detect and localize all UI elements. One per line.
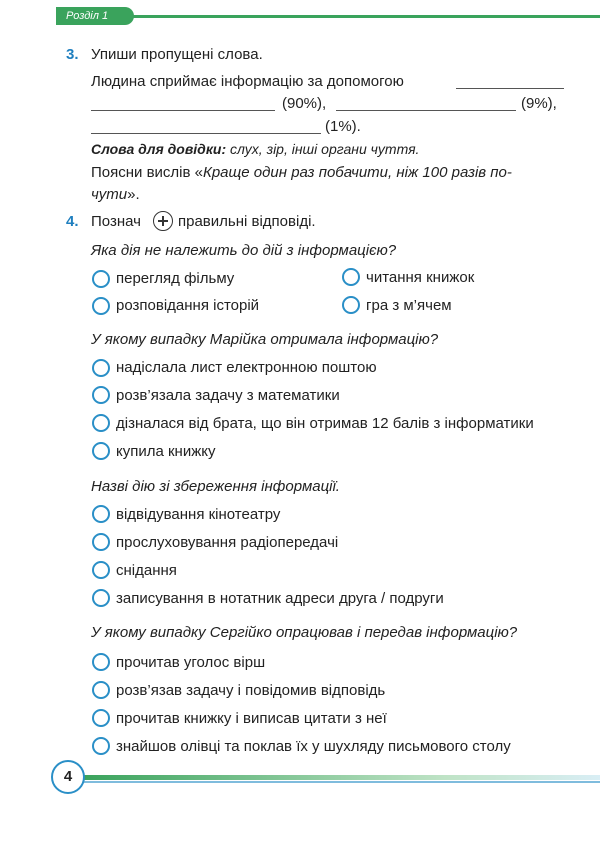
option-checkbox[interactable]: [92, 505, 110, 523]
q3-prompt: Упиши пропущені слова.: [91, 46, 263, 63]
option-checkbox[interactable]: [92, 737, 110, 755]
option-label: купила книжку: [116, 443, 216, 460]
option-label: відвідування кінотеатру: [116, 506, 281, 523]
q3-blank-3[interactable]: [336, 110, 516, 111]
option-checkbox[interactable]: [342, 268, 360, 286]
explain-prefix: Поясни вислів «: [91, 164, 203, 181]
q4-group2-question: У якому випадку Марійка отримала інформацію?: [91, 331, 439, 348]
option-checkbox[interactable]: [342, 296, 360, 314]
hint-words: слух, зір, інші органи чуття.: [226, 141, 420, 157]
page-number: 4: [51, 760, 85, 794]
option-label: знайшов олівці та поклав їх у шухляду письмового столу: [116, 738, 511, 755]
q3-hint: [91, 141, 419, 157]
q3-pct3: (1%).: [325, 118, 361, 135]
q3-blank-2[interactable]: [91, 110, 275, 111]
explain-quote-1: Краще один раз побачити, ніж 100 разів по-: [203, 164, 512, 181]
option-label: прослуховування радіопередачі: [116, 534, 339, 551]
option-checkbox[interactable]: [92, 589, 110, 607]
q3-explain-line2: [91, 186, 140, 203]
option-checkbox[interactable]: [92, 653, 110, 671]
explain-quote-2: чути: [91, 186, 128, 203]
q3-number: 3.: [66, 46, 79, 63]
option-label: надіслала лист електронною поштою: [116, 359, 377, 376]
section-tab: Розділ 1: [56, 7, 134, 25]
q4-prompt-a: Познач: [91, 213, 141, 230]
explain-suffix: ».: [127, 186, 140, 203]
q4-group4-question: У якому випадку Сергійко опрацював і передав інформацію?: [91, 624, 518, 641]
q3-line1: Людина сприймає інформацію за допомогою: [91, 73, 404, 90]
option-checkbox[interactable]: [92, 681, 110, 699]
option-checkbox[interactable]: [92, 270, 110, 288]
q3-pct1: (90%),: [282, 95, 327, 112]
option-label: розповідання історій: [116, 297, 260, 314]
q4-prompt-b: правильні відповіді.: [178, 213, 316, 230]
option-label: снідання: [116, 562, 177, 579]
q3-pct2: (9%),: [521, 95, 557, 112]
q4-number: 4.: [66, 213, 79, 230]
option-checkbox[interactable]: [92, 533, 110, 551]
option-checkbox[interactable]: [92, 386, 110, 404]
option-checkbox[interactable]: [92, 297, 110, 315]
option-label: прочитав книжку і виписав цитати з неї: [116, 710, 387, 727]
option-label: гра з м’ячем: [366, 297, 452, 314]
plus-circle-icon: [153, 211, 173, 231]
q4-group1-question: Яка дія не належить до дій з інформацією?: [91, 242, 397, 259]
option-label: читання книжок: [366, 269, 475, 286]
header-rule: [120, 15, 600, 18]
q3-blank-1[interactable]: [456, 88, 564, 89]
option-checkbox[interactable]: [92, 709, 110, 727]
option-checkbox[interactable]: [92, 359, 110, 377]
hint-label: Слова для довідки:: [91, 141, 227, 157]
option-label: розв’язала задачу з математики: [116, 387, 340, 404]
option-checkbox[interactable]: [92, 442, 110, 460]
q3-explain-line1: [91, 164, 512, 181]
option-checkbox[interactable]: [92, 414, 110, 432]
header-bar: [0, 7, 600, 25]
option-checkbox[interactable]: [92, 561, 110, 579]
option-label: перегляд фільму: [116, 270, 235, 287]
option-label: прочитав уголос вірш: [116, 654, 266, 671]
option-label: розв’язав задачу і повідомив відповідь: [116, 682, 386, 699]
footer-rule: [84, 775, 600, 780]
option-label: дізналася від брата, що він отримав 12 балів з інформатики: [116, 415, 534, 432]
footer-rule-secondary: [84, 781, 600, 783]
q4-group3-question: Назві дію зі збереження інформації.: [91, 478, 340, 495]
q3-blank-4[interactable]: [91, 133, 321, 134]
option-label: записування в нотатник адреси друга / подруги: [116, 590, 444, 607]
